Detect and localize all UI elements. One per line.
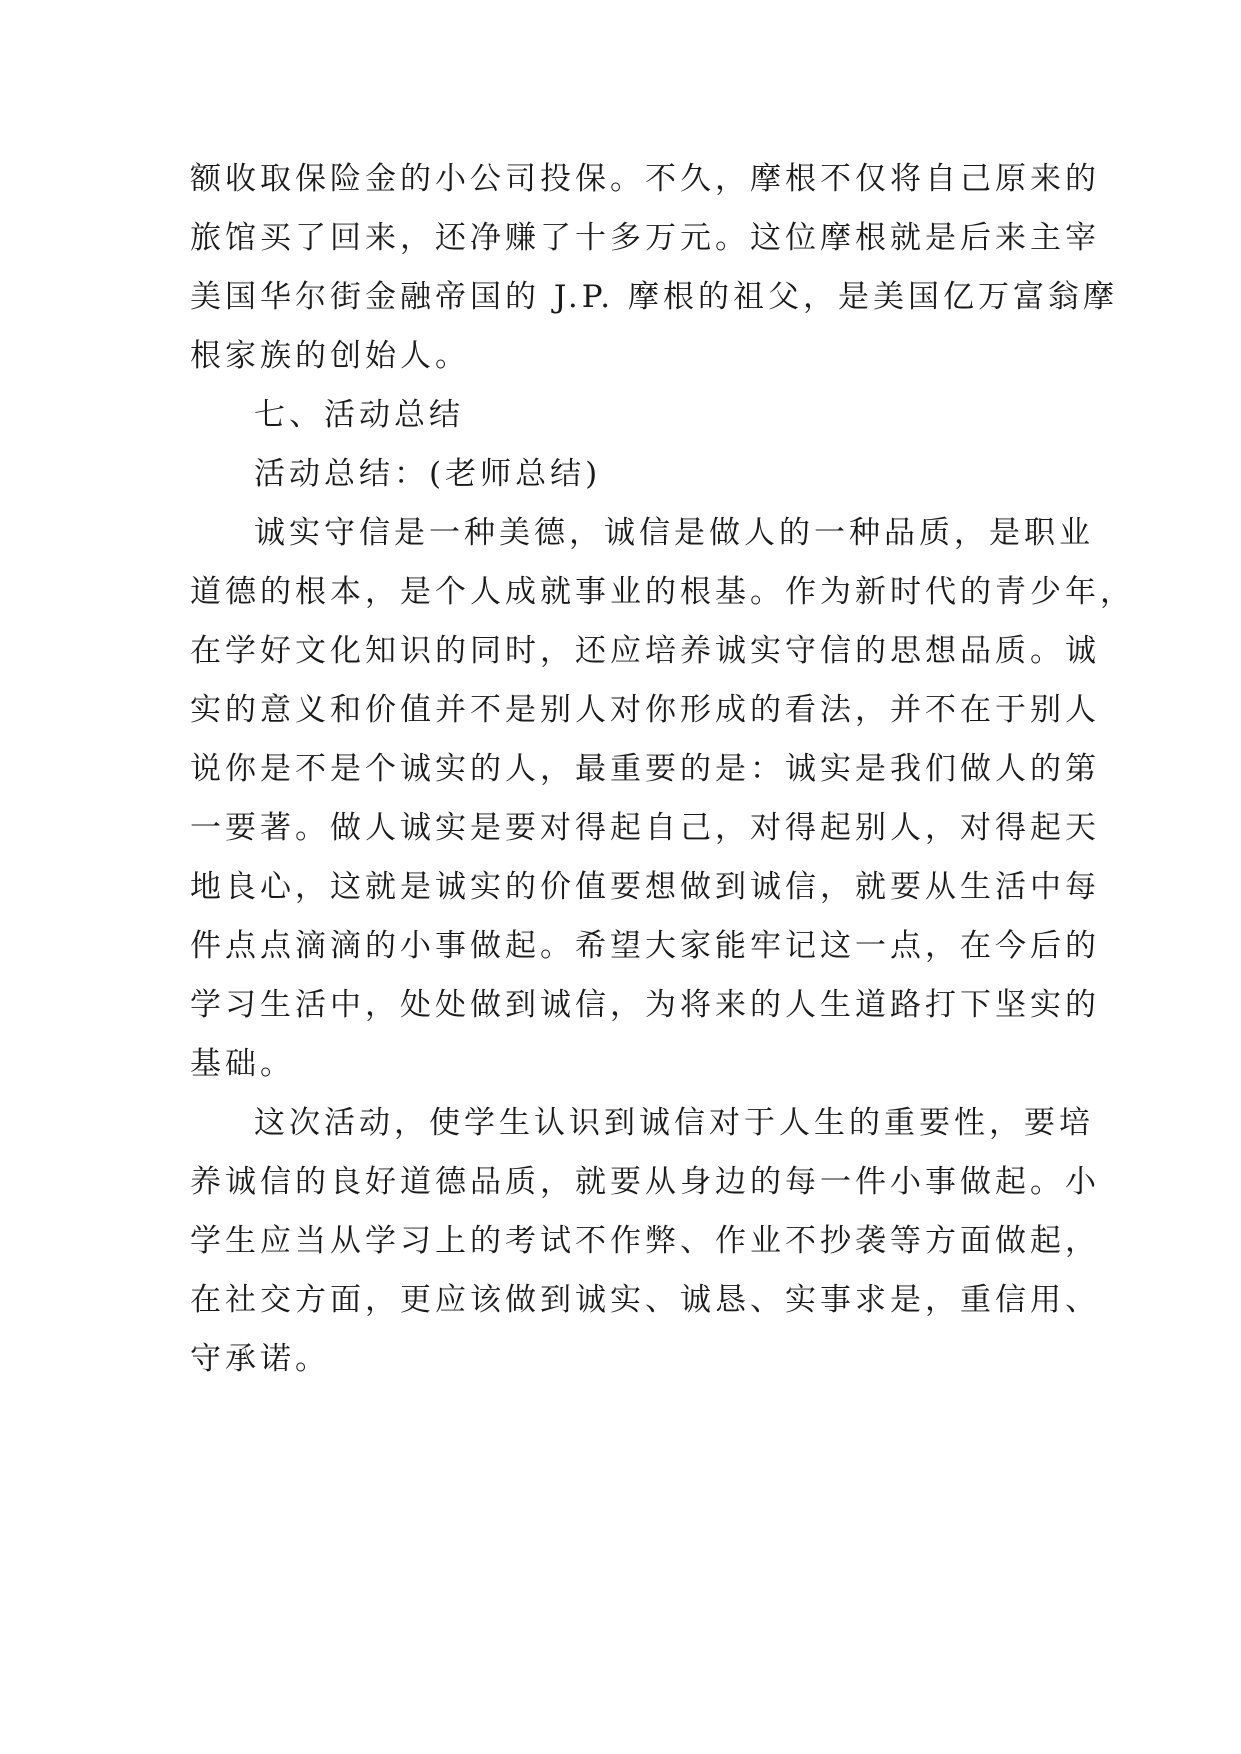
text-line: 根家族的创始人。: [190, 338, 470, 374]
section-heading: [190, 386, 1050, 445]
text-line: 学生应当从学习上的考试不作弊、作业不抄袭等方面做起，: [190, 1223, 1100, 1259]
text-line: 说你是不是个诚实的人，最重要的是：诚实是我们做人的第: [190, 751, 1100, 787]
paragraph-story-end: [190, 150, 1119, 386]
label-text: 活动总结：(老师总结): [254, 456, 602, 492]
document-body: [190, 150, 1135, 1389]
text-line: 在社交方面，更应该做到诚实、诚恳、实事求是，重信用、: [190, 1282, 1100, 1318]
text-line: 守承诺。: [190, 1341, 330, 1377]
text-line: 学习生活中，处处做到诚信，为将来的人生道路打下坚实的: [190, 987, 1100, 1023]
text-line: 诚实守信是一种美德，诚信是做人的一种品质，是职业: [254, 515, 1094, 551]
text-line: 一要著。做人诚实是要对得起自己，对得起别人，对得起天: [190, 810, 1100, 846]
text-line: 实的意义和价值并不是别人对你形成的看法，并不在于别人: [190, 692, 1100, 728]
text-line: 地良心，这就是诚实的价值要想做到诚信，就要从生活中每: [190, 869, 1100, 905]
text-line: 件点点滴滴的小事做起。希望大家能牢记这一点，在今后的: [190, 928, 1100, 964]
text-line: 旅馆买了回来，还净赚了十多万元。这位摩根就是后来主宰: [190, 220, 1100, 256]
text-line: 养诚信的良好道德品质，就要从身边的每一件小事做起。小: [190, 1164, 1100, 1200]
heading-text: 七、活动总结: [254, 397, 464, 433]
text-line: 在学好文化知识的同时，还应培养诚实守信的思想品质。诚: [190, 633, 1100, 669]
paragraph-closing: [190, 1094, 1100, 1389]
paragraph-teacher-summary: [190, 504, 1135, 1094]
text-line: 这次活动，使学生认识到诚信对于人生的重要性，要培: [254, 1105, 1094, 1141]
text-line: 基础。: [190, 1046, 295, 1082]
summary-label: [190, 445, 1050, 504]
text-line: 道德的根本，是个人成就事业的根基。作为新时代的青少年，: [190, 574, 1135, 610]
text-line: 额收取保险金的小公司投保。不久，摩根不仅将自己原来的: [190, 161, 1100, 197]
text-line: 美国华尔街金融帝国的 J.P. 摩根的祖父，是美国亿万富翁摩: [190, 279, 1119, 315]
